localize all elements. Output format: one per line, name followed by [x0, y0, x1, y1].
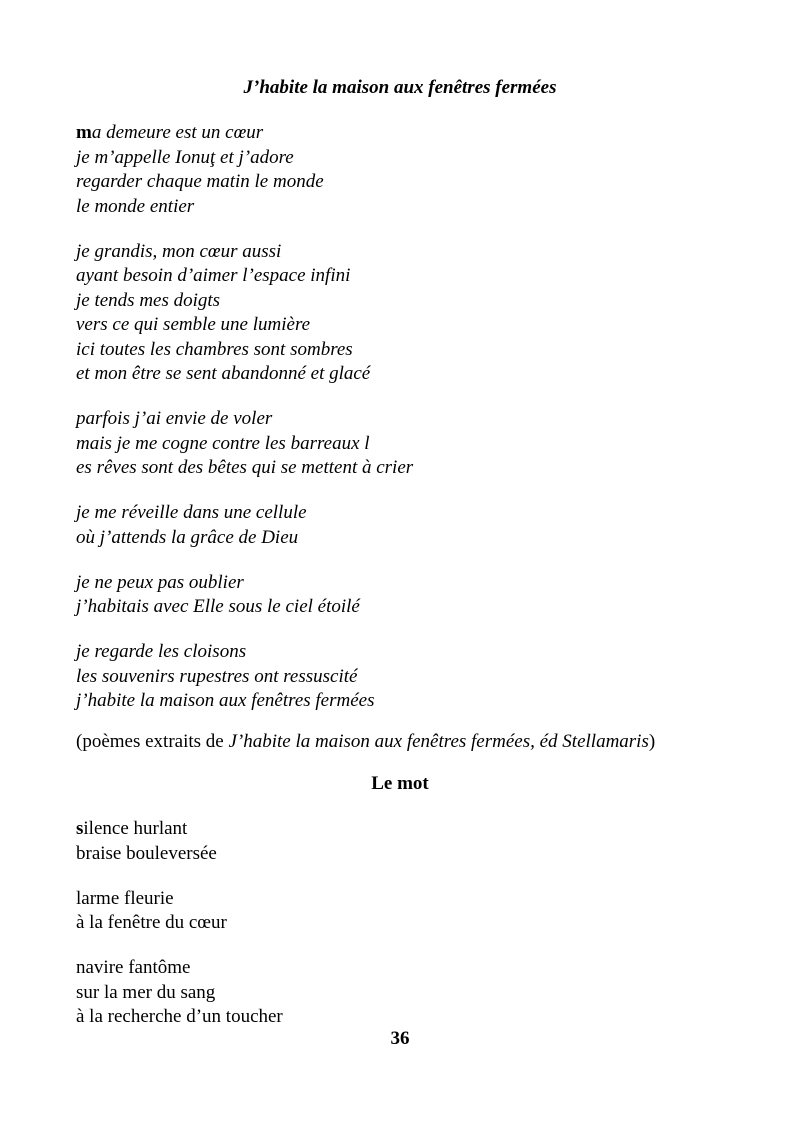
- poem-line: braise bouleversée: [76, 842, 217, 864]
- poem-line: j’habitais avec Elle sous le ciel étoilé: [76, 596, 360, 617]
- poem-line: ayant besoin d’aimer l’espace infini: [76, 265, 351, 286]
- line-text: ilence hurlant: [83, 818, 188, 839]
- poem-line: je regarde les cloisons: [76, 641, 247, 662]
- stanza: [76, 407, 413, 481]
- poem-line: larme fleurie: [76, 887, 174, 909]
- poem-body: [76, 121, 413, 714]
- poem-line: navire fantôme: [76, 957, 191, 978]
- poem-line: je me réveille dans une cellule: [76, 502, 307, 523]
- poem-line: je grandis, mon cœur aussi: [76, 240, 282, 262]
- poem-line: regarder chaque matin le monde: [76, 171, 324, 192]
- poem-line: et mon être se sent abandonné et glacé: [76, 363, 371, 384]
- stanza: [76, 817, 283, 866]
- poem-line: [76, 121, 413, 146]
- drop-letter: s: [76, 818, 84, 839]
- source-suffix: ): [648, 731, 656, 752]
- stanza: [76, 121, 413, 219]
- poem-line: je m’appelle Ionuţ et j’adore: [76, 146, 294, 168]
- poem-line: les souvenirs rupestres ont ressuscité: [76, 665, 358, 687]
- poem-line: je tends mes doigts: [76, 289, 221, 311]
- source-prefix: (poèmes extraits de: [76, 731, 229, 752]
- poem-line: mais je me cogne contre les barreaux l: [76, 432, 370, 454]
- source-work-title: J’habite la maison aux fenêtres fermées, éd Stellamaris: [228, 731, 649, 752]
- poem-line: j’habite la maison aux fenêtres fermées: [76, 690, 375, 711]
- stanza: [76, 640, 413, 714]
- stanza: [76, 501, 413, 550]
- stanza: [76, 956, 283, 1030]
- page-number: 36: [390, 1028, 410, 1049]
- poem-title: J’habite la maison aux fenêtres fermées: [243, 77, 557, 98]
- poem-line: ici toutes les chambres sont sombres: [76, 338, 353, 360]
- stanza: [76, 240, 413, 387]
- drop-letter: m: [76, 122, 92, 143]
- line-text: a demeure est un cœur: [91, 122, 264, 143]
- poem-line: sur la mer du sang: [76, 981, 216, 1003]
- poem-line: le monde entier: [76, 195, 195, 217]
- poem-title: Le mot: [371, 773, 429, 794]
- poem-line: vers ce qui semble une lumière: [76, 314, 311, 335]
- source-note: [76, 730, 655, 754]
- stanza: [76, 887, 283, 936]
- poem-line: es rêves sont des bêtes qui se mettent à crier: [76, 457, 414, 478]
- poem-line: [76, 817, 283, 842]
- poem-line: je ne peux pas oublier: [76, 571, 244, 593]
- poem-line: où j’attends la grâce de Dieu: [76, 526, 299, 548]
- poem-line: parfois j’ai envie de voler: [76, 408, 273, 429]
- poem-line: à la recherche d’un toucher: [76, 1006, 283, 1027]
- poem-body: [76, 817, 283, 1030]
- stanza: [76, 571, 413, 620]
- poem-line: à la fenêtre du cœur: [76, 912, 227, 933]
